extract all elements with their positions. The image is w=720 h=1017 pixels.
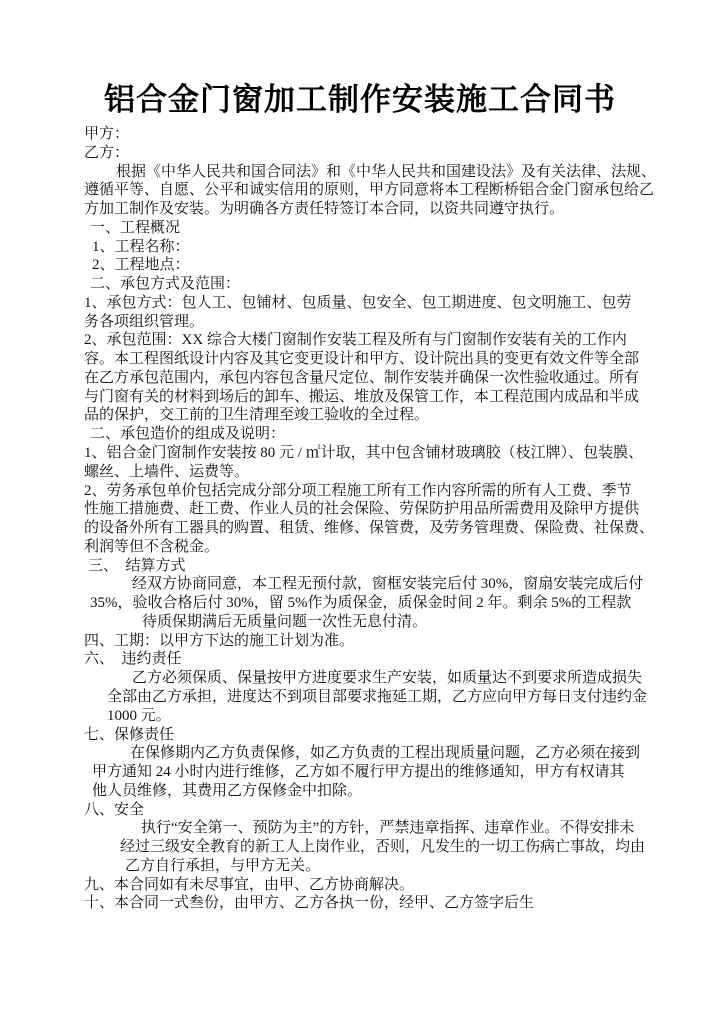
party-b-label: 乙方：	[84, 144, 130, 161]
price-item-2-line-2: 性施工措施费、赶工费、作业人员的社会保险、劳保防护用品所需费用及除甲方提供	[84, 501, 640, 518]
contract-method-line-2: 务各项组织管理。	[84, 313, 205, 330]
section-price-heading: 二、承包造价的组成及说明：	[90, 426, 286, 443]
section-scope-heading: 二、承包方式及范围：	[90, 276, 241, 293]
preamble-line-1: 根据《中华人民共和国合同法》和《中华人民共和国建设法》及有关法律、法规、	[116, 163, 657, 180]
section-breach-heading: 六、 违约责任	[84, 651, 182, 668]
party-a-label: 甲方：	[84, 126, 130, 142]
contract-range-line-4: 与门窗有关的材料到场后的卸车、搬运、堆放及保管工作，本工程范围内成品和半成	[84, 388, 640, 405]
section-warranty-heading: 七、保修责任	[84, 726, 175, 743]
safety-line-1: 执行“安全第一、预防为主”的方针，严禁违章指挥、违章作业。不得安排未	[141, 820, 635, 837]
safety-line-2: 经过三级安全教育的新工人上岗作业，否则，凡发生的一切工伤病亡事故，均由	[120, 839, 646, 856]
document-body	[84, 125, 684, 913]
settlement-line-3: 待质保期满后无质量问题一次性无息付清。	[142, 613, 428, 630]
breach-line-1: 乙方必须保质、保量按甲方进度要求生产安装，如质量达不到要求所造成损失	[132, 670, 643, 687]
price-item-2-line-1: 2、劳务承包单价包括完成分部分项工程施工所有工作内容所需的所有人工费、季节	[84, 482, 632, 499]
price-item-1-line-2: 螺丝、上墙件、运费等。	[84, 463, 250, 480]
project-location-line: 2、工程地点：	[92, 257, 190, 274]
preamble-line-2: 遵循平等、自愿、公平和诚实信用的原则，甲方同意将本工程断桥铝合金门窗承包给乙	[84, 182, 655, 199]
contract-range-line-1: 2、承包范围：XX 综合大楼门窗制作安装工程及所有与门窗制作安装有关的工作内	[84, 332, 627, 349]
contract-range-line-2: 容。本工程图纸设计内容及其它变更设计和甲方、设计院出具的变更有效文件等全部	[84, 351, 640, 368]
section-overview-heading: 一、工程概况	[90, 219, 181, 236]
section-dispute-line: 九、本合同如有未尽事宜，由甲、乙方协商解决。	[84, 876, 415, 893]
settlement-line-2: 35%，验收合格后付 30%，留 5%作为质保金，质保金时间 2 年。剩余 5%的工程款	[90, 595, 632, 612]
section-settlement-heading: 三、 结算方式	[88, 557, 186, 574]
preamble-line-3: 方加工制作及安装。为明确各方责任特签订本合同，以资共同遵守执行。	[84, 201, 565, 218]
price-item-2-line-4: 利润等但不含税金。	[84, 538, 220, 555]
breach-line-3: 1000 元。	[107, 707, 171, 724]
project-name-line: 1、工程名称：	[92, 238, 190, 255]
document-title: 铝合金门窗加工制作安装施工合同书	[104, 82, 616, 117]
warranty-line-1: 在保修期内乙方负责保修，如乙方负责的工程出现质量问题，乙方必须在接到	[130, 745, 641, 762]
safety-line-3: 乙方自行承担，与甲方无关。	[125, 857, 321, 874]
section-safety-heading: 八、安全	[84, 801, 145, 818]
settlement-line-1: 经双方协商同意，本工程无预付款，窗框安装完后付 30%，窗扇安装完成后付	[132, 576, 644, 593]
contract-range-line-5: 品的保护，交工前的卫生清理至竣工验收的全过程。	[84, 407, 430, 424]
section-duration-line: 四、工期：以甲方下达的施工计划为准。	[84, 632, 355, 649]
price-item-1-line-1: 1、铝合金门窗制作安装按 80 元 / ㎡计取，其中包含铺材玻璃胶（枝江牌）、包装膜、	[84, 445, 644, 462]
warranty-line-3: 他人员维修，其费用乙方保修金中扣除。	[92, 782, 363, 799]
warranty-line-2: 甲方通知 24 小时内进行维修，乙方如不履行甲方提出的维修通知，甲方有权请其	[92, 764, 625, 781]
contract-range-line-3: 在乙方承包范围内，承包内容包含量尺定位、制作安装并确保一次性验收通过。所有	[84, 369, 640, 386]
breach-line-2: 全部由乙方承担，进度达不到项目部要求拖延工期，乙方应向甲方每日支付违约金	[107, 688, 648, 705]
price-item-2-line-3: 的设备外所有工器具的购置、租赁、维修、保管费，及劳务管理费、保险费、社保费、	[84, 520, 655, 537]
section-copies-line: 十、本合同一式叁份，由甲方、乙方各执一份，经甲、乙方签字后生	[84, 895, 535, 912]
contract-method-line-1: 1、承包方式：包人工、包铺材、包质量、包安全、包工期进度、包文明施工、包劳	[84, 294, 632, 311]
